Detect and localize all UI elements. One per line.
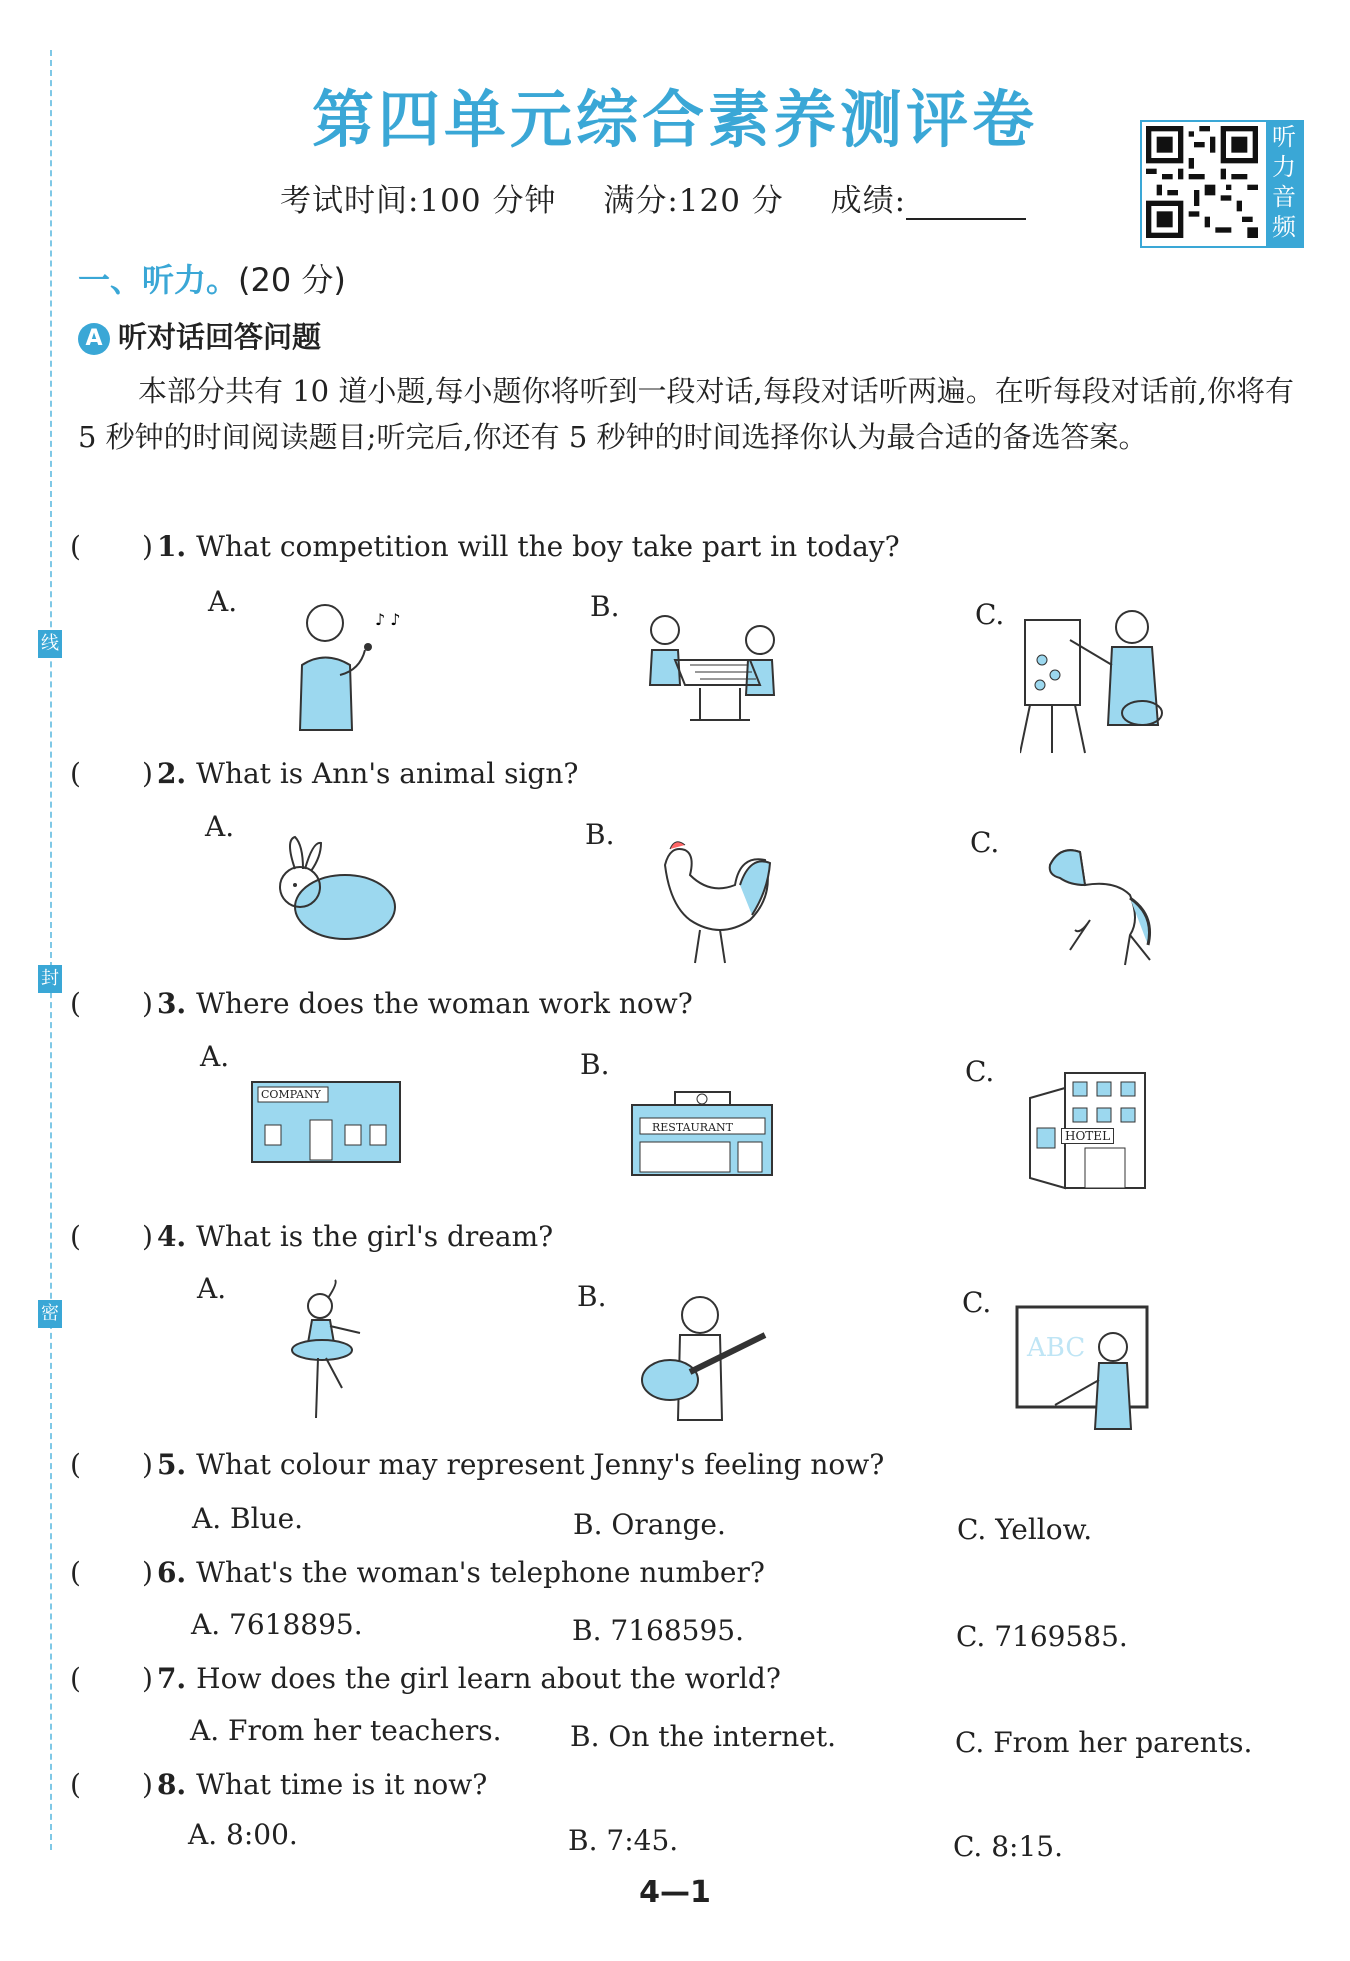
option-b[interactable]: B.: [585, 818, 615, 851]
painting-boy-image: [1020, 605, 1170, 755]
page-number: 4—1: [639, 1875, 711, 1910]
option-a[interactable]: A.: [197, 1272, 227, 1305]
section-heading-text: 一、听力。: [78, 261, 239, 299]
rabbit-image: [265, 835, 405, 945]
question-text: What is the girl's dream?: [196, 1220, 554, 1253]
option-c[interactable]: C. 7169585.: [956, 1620, 1128, 1653]
ballerina-image: [280, 1278, 370, 1428]
question-text: What is Ann's animal sign?: [196, 757, 579, 790]
question-text: How does the girl learn about the world?: [196, 1662, 781, 1695]
question-1: ( ) 1. What competition will the boy take part in today?: [70, 530, 900, 563]
svg-text:♪ ♪: ♪ ♪: [375, 610, 401, 629]
exam-info: [280, 175, 1026, 220]
question-text: What time is it now?: [196, 1768, 488, 1801]
full-marks: 满分:120 分: [603, 183, 784, 219]
question-4: ( ) 4. What is the girl's dream?: [70, 1220, 554, 1253]
option-a[interactable]: A.: [205, 810, 235, 843]
option-a[interactable]: A. 7618895.: [191, 1608, 363, 1641]
part-heading: [78, 315, 321, 356]
answer-blank[interactable]: (: [70, 1768, 81, 1801]
part-title: 听对话回答问题: [118, 320, 322, 354]
answer-blank[interactable]: (: [70, 1220, 81, 1253]
question-3: ( ) 3. Where does the woman work now?: [70, 987, 693, 1020]
option-c[interactable]: C.: [965, 1055, 995, 1088]
option-a[interactable]: A.: [208, 585, 238, 618]
instructions: 本部分共有 10 道小题,每小题你将听到一段对话,每段对话听两遍。在听每段对话前,你将有 5 秒钟的时间阅读题目;听完后,你还有 5 秒钟的时间选择你认为最合适的备选答案。: [78, 374, 1294, 454]
chess-game-image: [630, 610, 790, 730]
hotel-sign: HOTEL: [1061, 1128, 1114, 1144]
answer-blank[interactable]: (: [70, 1662, 81, 1695]
option-a[interactable]: A. Blue.: [192, 1502, 304, 1535]
option-b[interactable]: B.: [580, 1048, 610, 1081]
binding-line: [50, 50, 52, 1850]
option-c[interactable]: C. 8:15.: [953, 1830, 1064, 1863]
option-b[interactable]: B.: [590, 590, 620, 623]
question-text: Where does the woman work now?: [196, 987, 693, 1020]
horse-image: [1030, 840, 1160, 970]
singing-boy-image: [280, 595, 410, 735]
option-c[interactable]: C.: [970, 826, 1000, 859]
restaurant-sign: RESTAURANT: [652, 1121, 733, 1134]
option-c[interactable]: C.: [975, 598, 1005, 631]
answer-blank[interactable]: (: [70, 757, 81, 790]
page-title: 第四单元综合素养测评卷: [311, 83, 1038, 156]
teacher-image: [1015, 1305, 1150, 1435]
option-b[interactable]: B. 7:45.: [568, 1824, 679, 1857]
question-text: What competition will the boy take part in today?: [196, 530, 900, 563]
board-text: ABC: [1027, 1333, 1086, 1363]
margin-mark-seal: 封: [38, 965, 62, 993]
question-5: ( ) 5. What colour may represent Jenny's feeling now?: [70, 1448, 885, 1481]
option-a[interactable]: A.: [200, 1040, 230, 1073]
margin-mark-secret: 密: [38, 1300, 62, 1328]
qr-audio[interactable]: [1140, 120, 1304, 248]
answer-blank[interactable]: (: [70, 1448, 81, 1481]
option-b[interactable]: B. 7168595.: [572, 1614, 744, 1647]
section-points: (20 分): [238, 261, 346, 299]
qr-audio-label: 听力音频: [1266, 122, 1302, 246]
option-b[interactable]: B.: [577, 1280, 607, 1313]
company-sign: COMPANY: [261, 1088, 321, 1101]
score-label: 成绩:: [831, 183, 1026, 219]
restaurant-image: [630, 1090, 775, 1180]
exam-time: 考试时间:100 分钟: [280, 183, 557, 219]
option-c[interactable]: C. Yellow.: [957, 1513, 1093, 1546]
answer-blank[interactable]: (: [70, 987, 81, 1020]
option-c[interactable]: C.: [962, 1286, 992, 1319]
section-heading: [78, 255, 346, 301]
answer-blank[interactable]: (: [70, 530, 81, 563]
question-text: What's the woman's telephone number?: [196, 1556, 765, 1589]
answer-blank[interactable]: (: [70, 1556, 81, 1589]
hotel-image: [1025, 1068, 1150, 1194]
option-c[interactable]: C. From her parents.: [955, 1726, 1253, 1759]
margin-mark-line: 线: [38, 630, 62, 658]
option-a[interactable]: A. 8:00.: [188, 1818, 298, 1851]
guitar-girl-image: [630, 1290, 770, 1425]
question-7: ( ) 7. How does the girl learn about the world?: [70, 1662, 781, 1695]
question-text: What colour may represent Jenny's feeling now?: [196, 1448, 885, 1481]
question-6: ( ) 6. What's the woman's telephone number?: [70, 1556, 765, 1589]
rooster-image: [640, 835, 780, 970]
qr-code-icon: [1146, 126, 1258, 238]
option-b[interactable]: B. On the internet.: [570, 1720, 836, 1753]
question-8: ( ) 8. What time is it now?: [70, 1768, 488, 1801]
company-image: [250, 1080, 402, 1169]
score-blank[interactable]: [906, 188, 1026, 220]
part-badge: A: [78, 323, 110, 355]
question-2: ( ) 2. What is Ann's animal sign?: [70, 757, 579, 790]
option-b[interactable]: B. Orange.: [573, 1508, 726, 1541]
option-a[interactable]: A. From her teachers.: [190, 1714, 502, 1747]
